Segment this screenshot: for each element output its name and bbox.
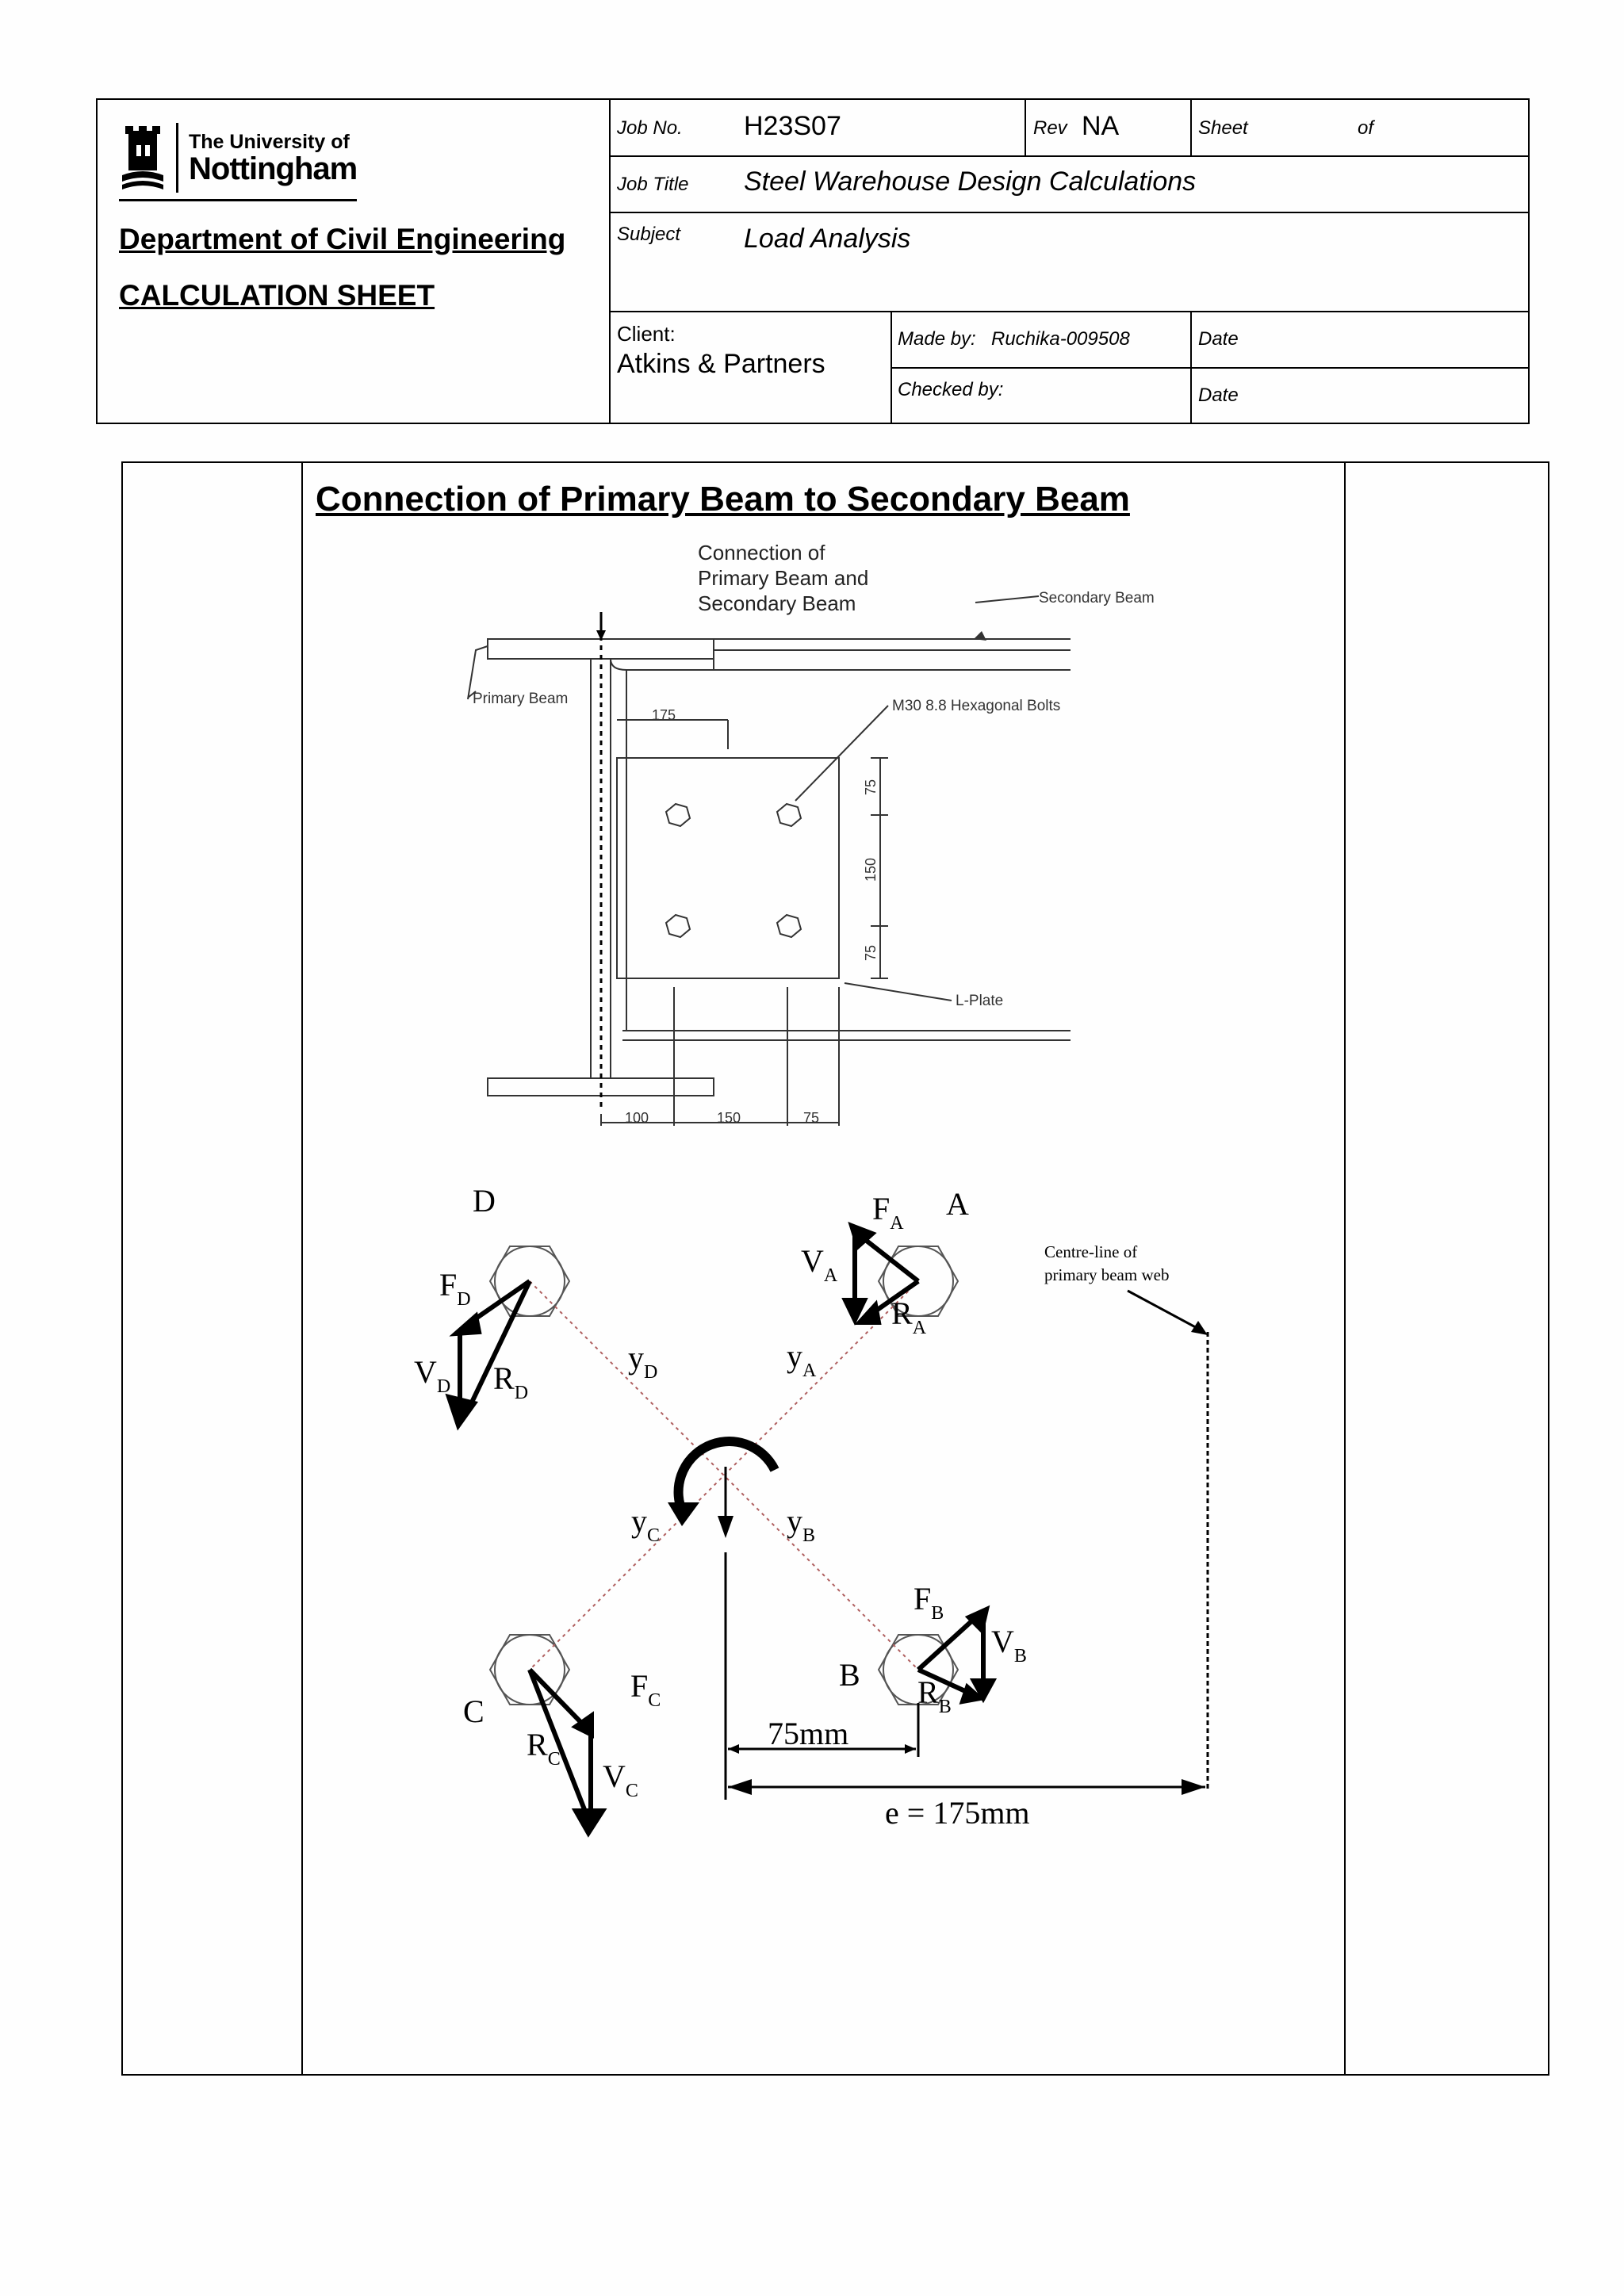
centre-line-note-1: Centre-line of	[1044, 1242, 1138, 1261]
made-by-value: Ruchika-009508	[991, 328, 1130, 350]
client-value: Atkins & Partners	[617, 349, 825, 379]
bolt-b-label: B	[839, 1657, 860, 1693]
dim-175: 175	[652, 707, 676, 723]
l-plate-label: L-Plate	[956, 993, 1004, 1009]
job-title-value: Steel Warehouse Design Calculations	[744, 166, 1197, 197]
department-name: Department of Civil Engineering	[119, 223, 566, 255]
label-v-a: $V_A$	[801, 1243, 838, 1286]
subject-value: Load Analysis	[744, 224, 911, 254]
centre-line-note-2: primary beam web	[1044, 1265, 1170, 1284]
dim-75-bottom: 75	[863, 944, 879, 961]
label-v-d: $V_D$	[414, 1354, 451, 1397]
job-no-label: Job No.	[617, 117, 683, 139]
caption-line1: Connection of	[698, 541, 825, 564]
sheet-type: CALCULATION SHEET	[119, 279, 435, 312]
dim-75-horizontal: 75	[803, 1110, 820, 1126]
dim-150-horizontal: 150	[717, 1110, 741, 1126]
secondary-beam-label: Secondary Beam	[1039, 590, 1155, 607]
date-label-checked: Date	[1198, 385, 1239, 406]
caption-line3: Secondary Beam	[698, 591, 856, 615]
bolt-c-label: C	[463, 1693, 485, 1729]
dim-100: 100	[625, 1110, 649, 1126]
label-v-c: $V_C$	[603, 1758, 638, 1801]
dim-150-vertical: 150	[863, 857, 879, 882]
bolts-label: M30 8.8 Hexagonal Bolts	[892, 698, 1061, 714]
bolt-a-label: A	[946, 1186, 969, 1222]
label-r-d: $R_D$	[493, 1360, 529, 1403]
rev-label: Rev	[1033, 117, 1067, 139]
label-r-b: $R_B$	[917, 1674, 952, 1717]
label-r-c: $R_C$	[527, 1727, 561, 1770]
dim-75mm: 75mm	[768, 1716, 849, 1751]
caption-line2: Primary Beam and	[698, 566, 869, 590]
dim-75-top: 75	[863, 779, 879, 795]
bolt-d-label: D	[473, 1183, 496, 1219]
rev-value: NA	[1082, 111, 1120, 141]
label-y-d: $y_D$	[628, 1340, 658, 1383]
job-title-label: Job Title	[617, 174, 689, 195]
university-name-line2: Nottingham	[189, 151, 358, 186]
subject-label: Subject	[617, 224, 681, 245]
sheet-label: Sheet	[1198, 117, 1248, 139]
made-by-label: Made by:	[898, 328, 976, 350]
client-label: Client:	[617, 322, 676, 346]
checked-by-label: Checked by:	[898, 379, 1004, 400]
label-f-c: $F_C$	[630, 1668, 661, 1711]
university-name-line1: The University of	[189, 131, 350, 153]
primary-beam-label: Primary Beam	[473, 691, 569, 707]
label-y-b: $y_B$	[787, 1503, 816, 1546]
of-label: of	[1358, 117, 1374, 139]
label-y-a: $y_A$	[787, 1338, 817, 1381]
eccentricity-label: e = 175mm	[885, 1795, 1030, 1831]
job-no-value: H23S07	[744, 111, 841, 141]
label-r-a: $R_A$	[891, 1295, 927, 1338]
label-f-b: $F_B$	[914, 1581, 944, 1624]
label-f-a: $F_A$	[872, 1191, 904, 1234]
label-f-d: $F_D$	[439, 1267, 471, 1310]
label-y-c: $y_C$	[631, 1503, 661, 1546]
section-title: Connection of Primary Beam to Secondary Beam	[316, 480, 1130, 519]
label-v-b: $V_B$	[991, 1624, 1027, 1667]
date-label-made: Date	[1198, 328, 1239, 350]
